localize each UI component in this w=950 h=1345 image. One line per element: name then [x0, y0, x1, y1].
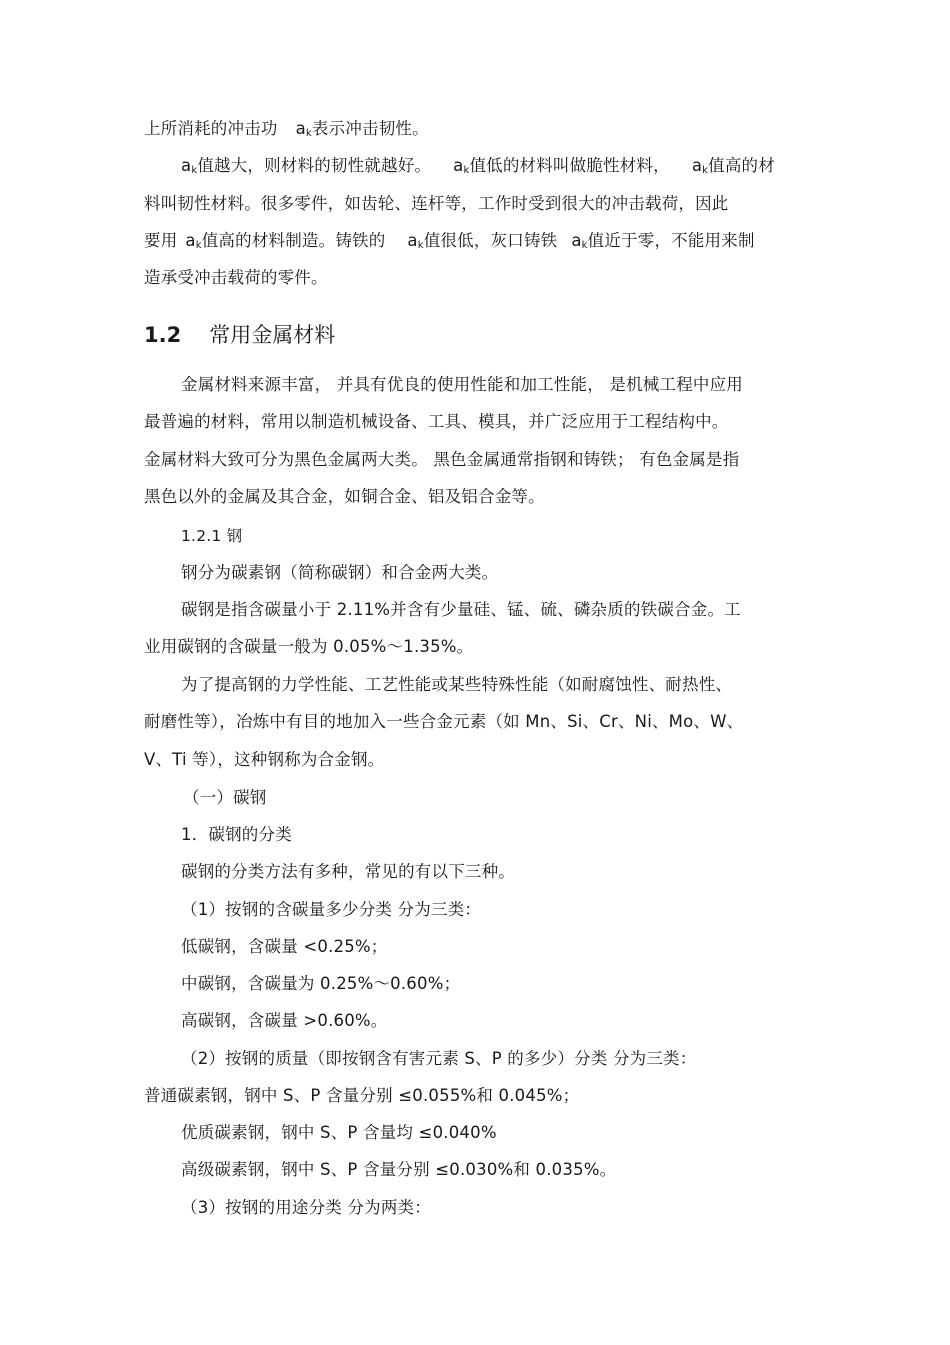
- subscript-k: k: [305, 128, 312, 139]
- paragraph-line: [181, 155, 775, 182]
- subscript-k: k: [581, 240, 588, 251]
- text-run: 值近于零，不能用来制: [587, 231, 755, 250]
- subscript-k: k: [195, 240, 202, 251]
- paragraph-line: [144, 118, 429, 145]
- subscript-k: k: [417, 240, 424, 251]
- text-run: 值低的材料叫做脆性材料，: [469, 156, 670, 175]
- section-title: 常用金属材料: [209, 323, 336, 347]
- paragraph-line: 为了提高钢的力学性能、工艺性能或某些特殊性能（如耐腐蚀性、耐热性、: [181, 675, 733, 694]
- paragraph-line: 耐磨性等），冶炼中有目的地加入一些合金元素（如 Mn、Si、Cr、Ni、Mo、W、: [144, 712, 744, 731]
- subheading-carbon-steel: （一）碳钢: [183, 788, 267, 807]
- list-item: 高碳钢，含碳量 >0.60%。: [181, 1011, 388, 1030]
- text-run: 值越大，则材料的韧性就越好。: [197, 156, 432, 175]
- text-run: 要用: [144, 231, 178, 250]
- paragraph-line: 金属材料来源丰富， 并具有优良的使用性能和加工性能， 是机械工程中应用: [181, 375, 743, 394]
- list-item: 高级碳素钢，钢中 S、P 含量分别 ≤0.030%和 0.035%。: [181, 1160, 617, 1179]
- list-item: 优质碳素钢，钢中 S、P 含量均 ≤0.040%: [181, 1123, 497, 1142]
- subheading-classification: 1．碳钢的分类: [181, 825, 292, 844]
- paragraph-line: 业用碳钢的含碳量一般为 0.05%～1.35%。: [144, 637, 474, 656]
- list-item: 普通碳素钢，钢中 S、P 含量分别 ≤0.055%和 0.045%；: [144, 1086, 580, 1105]
- symbol-a: a: [571, 231, 582, 250]
- symbol-a: a: [453, 156, 464, 175]
- symbol-a: a: [185, 231, 196, 250]
- text-run: 值高的材料制造。铸铁的: [201, 231, 386, 250]
- paragraph-line: V、Ti 等），这种钢称为合金钢。: [144, 750, 385, 769]
- text-run: 值很低，灰口铸铁: [423, 231, 558, 250]
- paragraph-line: [144, 230, 755, 257]
- text-run: 值高的材: [708, 156, 775, 175]
- classification-title: （2）按钢的质量（即按钢含有害元素 S、P 的多少）分类 分为三类：: [181, 1049, 697, 1068]
- paragraph-line: 造承受冲击载荷的零件。: [144, 268, 328, 287]
- paragraph-line: 金属材料大致可分为黑色金属两大类。 黑色金属通常指钢和铸铁； 有色金属是指: [144, 450, 740, 469]
- subscript-k: k: [191, 165, 198, 176]
- paragraph-line: 碳钢是指含碳量小于 2.11%并含有少量硅、锰、硫、磷杂质的铁碳合金。工: [181, 600, 741, 619]
- classification-title: （1）按钢的含碳量多少分类 分为三类：: [181, 900, 482, 919]
- subscript-k: k: [463, 165, 470, 176]
- text-run: 表示冲击韧性。: [311, 119, 429, 138]
- subscript-k: k: [702, 165, 709, 176]
- section-heading: [144, 321, 335, 349]
- symbol-a: a: [407, 231, 418, 250]
- paragraph-line: 黑色以外的金属及其合金，如铜合金、铝及铝合金等。: [144, 487, 545, 506]
- list-item: 低碳钢，含碳量 <0.25%；: [181, 937, 388, 956]
- symbol-a: a: [181, 156, 192, 175]
- section-number: 1.2: [144, 323, 182, 347]
- text-run: 上所消耗的冲击功: [144, 119, 278, 138]
- paragraph-line: 钢分为碳素钢（简称碳钢）和合金两大类。: [181, 563, 499, 582]
- classification-title: （3）按钢的用途分类 分为两类：: [181, 1198, 431, 1217]
- paragraph-line: 料叫韧性材料。很多零件，如齿轮、连杆等，工作时受到很大的冲击载荷，因此: [144, 194, 729, 213]
- list-item: 中碳钢，含碳量为 0.25%～0.60%；: [181, 974, 461, 993]
- symbol-a: a: [295, 119, 306, 138]
- symbol-a: a: [691, 156, 703, 175]
- subsection-heading: 1.2.1 钢: [181, 527, 243, 545]
- paragraph-line: 最普遍的材料，常用以制造机械设备、工具、模具，并广泛应用于工程结构中。: [144, 412, 729, 431]
- paragraph-line: 碳钢的分类方法有多种，常见的有以下三种。: [181, 862, 515, 881]
